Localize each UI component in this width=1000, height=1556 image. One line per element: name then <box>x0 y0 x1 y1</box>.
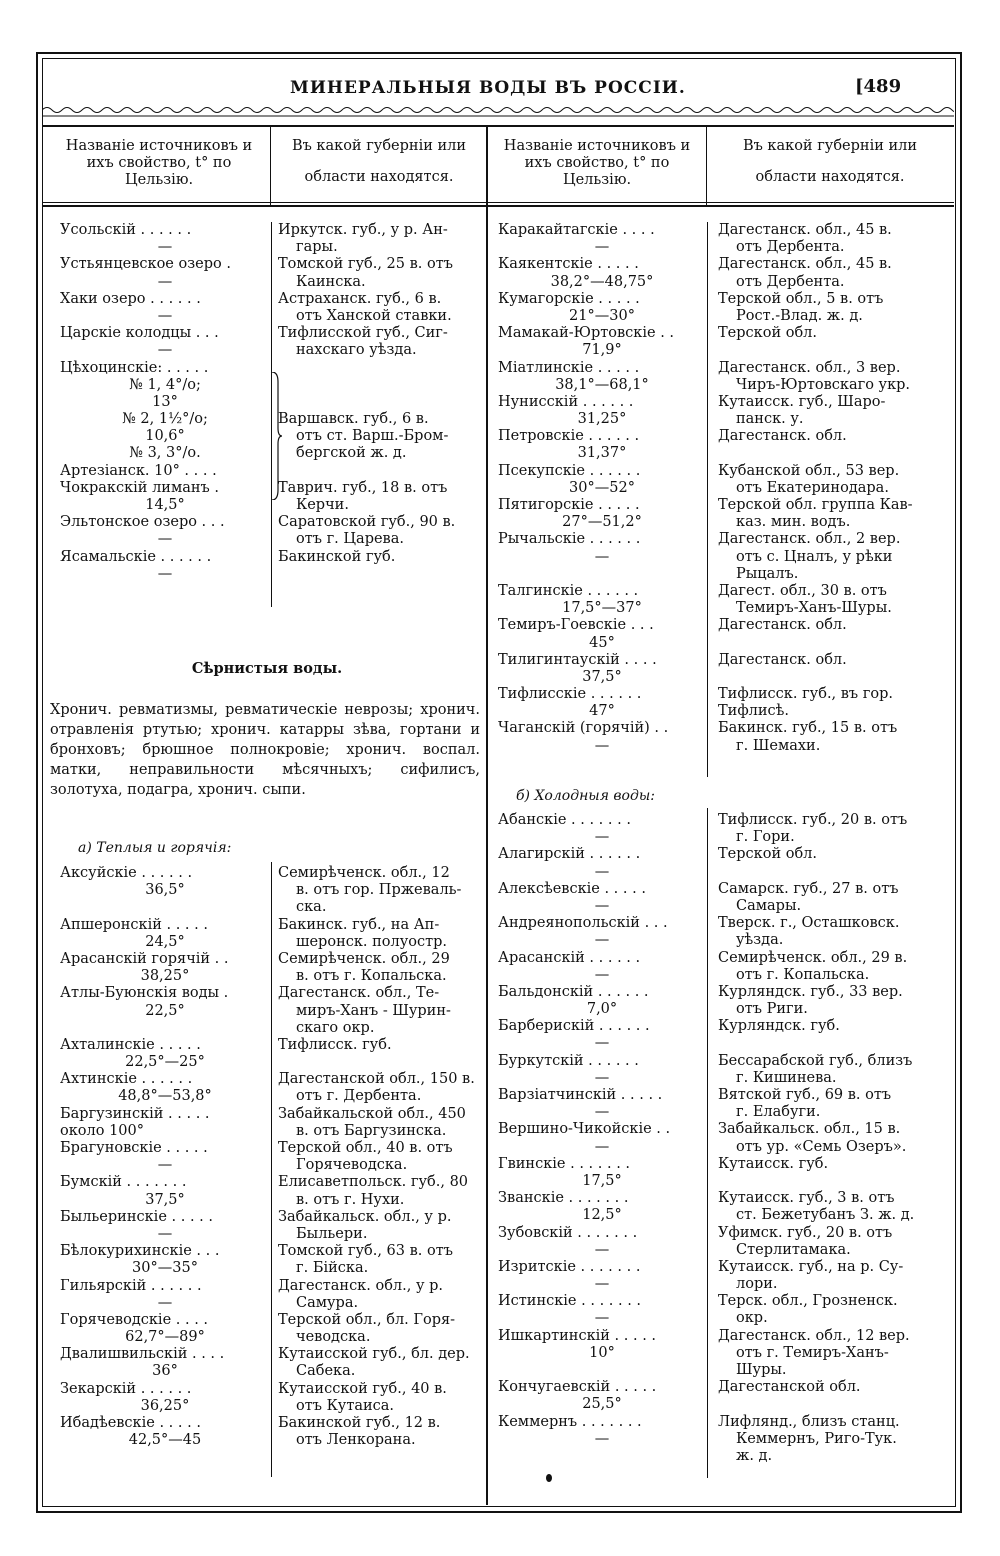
region-line: Бессарабской губ., близъ <box>718 1052 913 1069</box>
spring-name-line: Аксуйскіе . . . . . . <box>60 865 193 881</box>
spring-name-line: 42,5°—45 <box>128 1432 202 1449</box>
spring-name-line: Варзіатчинскій . . . . . <box>498 1087 663 1103</box>
region-line: Кубанской обл., 53 вер. <box>718 462 900 479</box>
spring-name-line: Нунисскій . . . . . . <box>498 393 634 410</box>
spring-name-line: Эльтонское озеро . . . <box>60 514 225 531</box>
spring-name-line: 24,5° <box>145 933 185 950</box>
header-region-col-2 <box>708 138 952 186</box>
header-name-line: Названіе источниковъ и <box>65 138 253 154</box>
region-line: Шуры. <box>736 1362 787 1378</box>
spring-name-line: Бумскій . . . . . . . <box>60 1174 187 1191</box>
spring-name-line: Вершино-Чикойскіе . . <box>498 1121 671 1138</box>
region-line <box>278 394 484 411</box>
region-line: Вятской губ., 69 в. отъ <box>718 1087 892 1103</box>
col-divider-3-upper <box>707 222 708 777</box>
region-line: уѣзда. <box>736 932 784 949</box>
spring-name-line: Каякентскіе . . . . . <box>498 256 639 273</box>
spring-name-line: Петровскіе . . . . . . <box>498 428 640 445</box>
region-line <box>718 1035 954 1052</box>
region-line: Самура. <box>296 1294 359 1311</box>
header-name-line: ихъ свойство, t° по <box>524 155 670 172</box>
region-line: Дагестанск. обл. <box>718 617 847 634</box>
left-warm-region-list <box>278 865 484 1449</box>
region-line: Самары. <box>736 897 802 914</box>
region-line: Рост.-Влад. ж. д. <box>736 307 863 324</box>
region-line: Бакинск. губ., 15 в. отъ <box>718 720 898 737</box>
right-cold-name-list <box>498 812 706 1448</box>
spring-name-line: Зубовскій . . . . . . . <box>498 1224 638 1241</box>
col-divider-1-lower <box>271 862 272 1477</box>
region-line: каз. мин. водъ. <box>736 514 851 531</box>
region-line: в. отъ гор. Пржеваль- <box>296 882 462 899</box>
spring-name-line: 37,5° <box>582 668 622 685</box>
region-line: Семирѣченск. обл., 12 <box>278 865 450 881</box>
col-divider-1-header <box>270 125 271 205</box>
spring-name-line: Алагирскій . . . . . . <box>498 846 641 863</box>
section-heading: Сѣрнистыя воды. <box>191 660 343 677</box>
spring-name-line: Брагуновскіе . . . . . <box>60 1140 208 1156</box>
header-region-line: Въ какой губерніи или <box>742 138 918 154</box>
region-line: Дагестанск. обл., 12 вер. <box>718 1327 910 1344</box>
spring-name-line: Кумагорскіе . . . . . <box>498 290 640 307</box>
spring-name-line: — <box>157 273 173 290</box>
spring-name-line: 7,0° <box>586 1001 618 1018</box>
region-line: Сабека. <box>296 1363 356 1380</box>
spring-name-line: № 1, 4°/о; <box>129 376 201 393</box>
region-line: Дагестанской обл. <box>718 1379 861 1396</box>
spring-name-line: Кеммернъ . . . . . . . <box>498 1413 642 1430</box>
spring-name-line: Рычальскіе . . . . . . <box>498 531 641 548</box>
region-line: Семирѣченск. обл., 29 в. <box>718 949 908 966</box>
header-name-line: Цельзію. <box>562 172 632 189</box>
spring-name-line: Изритскіе . . . . . . . <box>498 1258 641 1275</box>
region-line: Терской обл. <box>718 846 818 863</box>
region-line: Бакинск. губ., на Ап- <box>278 916 440 933</box>
region-line: отъ Екатеринодара. <box>736 479 889 496</box>
spring-name-line: Чокракскій лиманъ . <box>60 479 219 496</box>
spring-name-line: 10° <box>589 1344 615 1361</box>
region-line <box>718 669 954 686</box>
region-line: Лифлянд., близъ станц. <box>718 1413 900 1430</box>
header-name-line: Названіе источниковъ и <box>503 138 691 154</box>
region-line: Дагестанск. обл. <box>718 651 847 668</box>
region-line: Темиръ-Ханъ-Шуры. <box>736 600 892 617</box>
header-top-rule <box>42 125 954 127</box>
spring-name-line: Міатлинскіе . . . . . <box>498 359 640 376</box>
spring-name-line: — <box>594 1430 610 1447</box>
spring-name-line: Алексѣевскіе . . . . . <box>498 880 646 897</box>
region-line: г. Гори. <box>736 829 795 846</box>
spring-name-line: — <box>157 1157 173 1174</box>
region-line: отъ г. Темиръ-Ханъ- <box>736 1344 889 1361</box>
spring-name-line <box>60 1020 270 1037</box>
col-divider-center <box>486 125 488 1505</box>
region-line: ж. д. <box>736 1447 773 1464</box>
region-line <box>718 1173 954 1190</box>
region-line: отъ г. Дербента. <box>296 1088 422 1105</box>
region-line <box>718 1396 954 1413</box>
right-cold-region-list <box>718 812 954 1465</box>
region-line: Быльери. <box>296 1225 368 1242</box>
spring-name-line: Ясамальскіе . . . . . . <box>60 548 212 565</box>
spring-name-line: — <box>157 531 173 548</box>
spring-name-line: — <box>594 1138 610 1155</box>
region-line: Бакинской губ., 12 в. <box>278 1415 441 1431</box>
region-line <box>718 635 954 652</box>
spring-name-line: — <box>594 548 610 565</box>
header-name-line: ихъ свойство, t° по <box>86 155 232 172</box>
spring-name-line: — <box>594 829 610 846</box>
spring-name-line: Баргузинскій . . . . . <box>60 1105 210 1122</box>
spring-name-line: Апшеронскій . . . . . <box>60 916 208 933</box>
region-line: чеводска. <box>296 1329 371 1346</box>
region-line: Кутаисск. губ., Шаро- <box>718 393 886 410</box>
region-line: лори. <box>736 1276 778 1293</box>
header-region-line: области находятся. <box>755 169 905 186</box>
spring-name-line: — <box>594 1276 610 1293</box>
region-line: в. отъ г. Нухи. <box>296 1191 405 1208</box>
spring-name-line: Горячеводскіе . . . . <box>60 1311 209 1328</box>
spring-name-line: Быльеринскіе . . . . . <box>60 1208 213 1225</box>
header-name-col <box>48 138 270 190</box>
spring-name-line: — <box>157 1294 173 1311</box>
region-line: Керчи. <box>296 497 349 513</box>
region-line: Терской обл. <box>718 325 818 342</box>
region-line: г. Шемахи. <box>736 737 821 754</box>
region-line <box>278 360 484 377</box>
spring-name-line: Зекарскій . . . . . . <box>60 1380 192 1397</box>
region-line: бергской ж. д. <box>296 445 407 462</box>
spring-name-line: Ахталинскіе . . . . . <box>60 1036 201 1053</box>
spring-name-line: № 3, 3°/о. <box>129 445 201 462</box>
region-line: Дагест. обл., 30 в. отъ <box>718 582 887 599</box>
spring-name-line: 71,9° <box>582 342 622 359</box>
region-line: ст. Бежетубанъ З. ж. д. <box>736 1207 915 1224</box>
spring-name-line: Псекупскіе . . . . . . <box>498 462 641 479</box>
spring-name-line: 25,5° <box>582 1396 622 1413</box>
header-region-col <box>272 138 486 186</box>
spring-name-line: Царскіе колодцы . . . <box>60 325 219 342</box>
region-line: Тверск. г., Осташковск. <box>718 915 900 932</box>
region-line: Таврич. губ., 18 в. отъ <box>278 479 448 496</box>
spring-name-line: Темиръ-Гоевскіе . . . <box>498 617 654 634</box>
region-line: отъ г. Царева. <box>296 531 404 548</box>
spring-name-line: Ишкартинскій . . . . . <box>498 1327 657 1344</box>
region-line: в. отъ г. Копальска. <box>296 968 447 985</box>
region-line: Уфимск. губ., 20 в. отъ <box>718 1224 893 1241</box>
spring-name-line: Ибадѣевскіе . . . . . <box>60 1415 201 1431</box>
spring-name-line: 27°—51,2° <box>562 514 642 531</box>
region-line: Семирѣченск. обл., 29 <box>278 950 450 967</box>
spring-name-line <box>498 1362 706 1379</box>
region-line <box>278 377 484 394</box>
spring-name-line: — <box>157 307 173 324</box>
region-line: Стерлитамака. <box>736 1241 851 1258</box>
right-name-list <box>498 222 706 755</box>
region-line: Тифлисск. губ., въ гор. <box>718 686 893 703</box>
spring-name-line: Усольскій . . . . . . <box>60 222 192 238</box>
spring-name-line <box>60 899 270 916</box>
col-divider-3-header <box>706 125 707 205</box>
region-line: Дагестанск. обл., Те- <box>278 985 440 1002</box>
region-line: Горячеводска. <box>296 1157 408 1174</box>
wavy-rule <box>42 104 954 118</box>
spring-name-line: Кончугаевскій . . . . . <box>498 1379 657 1396</box>
region-line: Тифлисѣ. <box>718 703 790 720</box>
region-line: Терской обл., бл. Горя- <box>278 1311 456 1328</box>
spring-name-line: 38,1°—68,1° <box>555 376 649 393</box>
header-name-col-2 <box>488 138 706 190</box>
spring-name-line: 17,5°—37° <box>562 600 642 617</box>
region-line: Терской обл., 40 в. отъ <box>278 1140 453 1156</box>
region-line: Тифлисск. губ. <box>278 1036 392 1053</box>
spring-name-line: № 2, 1½°/о; <box>122 411 208 428</box>
region-line: нахскаго уѣзда. <box>296 342 417 359</box>
spring-name-line: Званскіе . . . . . . . <box>498 1190 629 1207</box>
region-line: Бакинской губ. <box>278 548 396 565</box>
region-line: г. Кишинева. <box>736 1069 837 1086</box>
spring-name-line: Цѣхоцинскіе: . . . . . <box>60 359 209 376</box>
spring-name-line: 47° <box>589 703 615 720</box>
region-line: Варшавск. губ., 6 в. <box>278 411 429 428</box>
region-line: Дагестанской обл., 150 в. <box>278 1071 475 1088</box>
region-line: гары. <box>296 239 338 256</box>
region-line: Томской губ., 63 в. отъ <box>278 1243 453 1260</box>
region-line: Кутаисской губ., бл. дер. <box>278 1346 470 1363</box>
spring-name-line: — <box>594 737 610 754</box>
region-line: Дагестанск. обл., 45 в. <box>718 256 892 273</box>
region-line: Чиръ-Юртовскаго укр. <box>736 376 911 393</box>
region-line: Томской губ., 25 в. отъ <box>278 256 453 273</box>
region-line: Кутаисской губ., 40 в. <box>278 1380 447 1397</box>
spring-name-line: — <box>594 897 610 914</box>
spring-name-line: — <box>594 966 610 983</box>
spring-name-line: 36,5° <box>145 882 185 899</box>
spring-name-line: Атлы-Буюнскія воды . <box>60 985 229 1002</box>
region-line: Кутаисск. губ. <box>718 1155 829 1172</box>
spring-name-line: — <box>594 1310 610 1327</box>
spring-name-line: — <box>157 239 173 256</box>
spring-name-line: Абанскіе . . . . . . . <box>498 812 631 828</box>
region-line: Рыцалъ. <box>736 565 799 582</box>
region-line: ска. <box>296 899 327 916</box>
region-line: Елисаветпольск. губ., 80 <box>278 1174 469 1191</box>
region-line: Кутаисск. губ., на р. Су- <box>718 1258 904 1275</box>
spring-name-line: 38,25° <box>140 968 190 985</box>
spring-name-line: — <box>594 1069 610 1086</box>
spring-name-line: — <box>594 932 610 949</box>
region-line <box>278 566 484 583</box>
left-name-list <box>60 222 270 583</box>
spring-name-line: Истинскіе . . . . . . . <box>498 1293 642 1310</box>
spring-name-line: 17,5° <box>582 1172 622 1189</box>
spring-name-line: — <box>594 1241 610 1258</box>
spring-name-line: 48,8°—53,8° <box>118 1088 212 1105</box>
spring-name-line: 31,25° <box>577 411 627 428</box>
region-line: отъ Ленкорана. <box>296 1432 416 1449</box>
spring-name-line: 45° <box>589 634 615 651</box>
region-line: Саратовской губ., 90 в. <box>278 514 456 531</box>
section-description: Хронич. ревматизмы, ревматическіе неврозы; хронич. отравленія ртутью; хронич. катарры зѣва, гортани и бронховъ; брюшное полнокровіе; хронич. воспал. матки, неправильности мѣсячныхъ; сифилисъ, золотуха, подагра, хронич. сыпи. <box>50 702 480 798</box>
spring-name-line: 30°—35° <box>132 1260 198 1277</box>
region-line: Дагестанск. обл., 3 вер. <box>718 359 901 376</box>
spring-name-line: Артезіанск. 10° . . . . <box>60 462 217 479</box>
ink-blot <box>546 1474 552 1482</box>
spring-name-line: около 100° <box>60 1122 144 1139</box>
region-line: Кеммернъ, Риго-Тук. <box>736 1430 897 1447</box>
spring-name-line: 14,5° <box>145 497 185 513</box>
spring-name-line: — <box>157 342 173 359</box>
spring-name-line: Бальдонскій . . . . . . <box>498 983 649 1000</box>
region-line: Дагестанск. обл., 45 в. <box>718 222 892 238</box>
region-line: Забайкальской обл., 450 <box>278 1105 466 1122</box>
spring-name-line: — <box>594 863 610 880</box>
spring-name-line: Талгинскіе . . . . . . <box>498 582 639 599</box>
spring-name-line: Каракайтагскіе . . . . <box>498 222 655 238</box>
region-line: Дагестанск. обл. <box>718 428 847 445</box>
col-divider-3-lower <box>707 808 708 1478</box>
spring-name-line: Устьянцевское озеро . <box>60 256 231 273</box>
spring-name-line: Барберискій . . . . . . <box>498 1018 650 1035</box>
brace-icon <box>270 372 282 500</box>
region-line: Терской обл., 5 в. отъ <box>718 290 884 307</box>
page-title: МИНЕРАЛЬНЫЯ ВОДЫ ВЪ РОССІИ. <box>290 78 686 98</box>
spring-name-line: — <box>157 1225 173 1242</box>
region-line: Иркутск. губ., у р. Ан- <box>278 222 448 238</box>
region-line: отъ Дербента. <box>736 239 845 256</box>
region-line: Самарск. губ., 27 в. отъ <box>718 880 899 897</box>
spring-name-line: 22,5°—25° <box>125 1054 205 1071</box>
spring-name-line: — <box>594 239 610 256</box>
header-region-line: области находятся. <box>304 169 454 186</box>
region-line: шеронск. полуостр. <box>296 933 448 950</box>
spring-name-line: 13° <box>152 393 178 410</box>
region-line: Астраханск. губ., 6 в. <box>278 290 442 307</box>
region-line: отъ Кутаиса. <box>296 1397 395 1414</box>
region-line: Забайкальск. обл., 15 в. <box>718 1121 901 1138</box>
region-line: в. отъ Баргузинска. <box>296 1122 447 1139</box>
region-line: отъ Ханской ставки. <box>296 307 452 324</box>
spring-name-line: 12,5° <box>582 1207 622 1224</box>
spring-name-line: 37,5° <box>145 1191 185 1208</box>
spring-name-line: Пятигорскіе . . . . . <box>498 497 640 513</box>
header-bottom-rule-2 <box>42 205 954 207</box>
left-warm-name-list <box>60 865 270 1449</box>
region-line: отъ Риги. <box>736 1001 808 1018</box>
region-line: Каинска. <box>296 273 366 290</box>
region-line <box>278 463 484 480</box>
region-line: Курляндск. губ., 33 вер. <box>718 983 903 1000</box>
region-line: отъ Дербента. <box>736 273 845 290</box>
region-line: отъ с. Цналъ, у рѣки <box>736 548 893 565</box>
subheading-cold: б) Холодныя воды: <box>516 788 655 804</box>
region-line <box>278 1054 484 1071</box>
spring-name-line: Ахтинскіе . . . . . . <box>60 1071 193 1088</box>
right-region-list <box>718 222 954 755</box>
header-bottom-rule-1 <box>42 202 954 203</box>
spring-name-line: Андреянопольскій . . . <box>498 915 668 932</box>
region-line <box>718 342 954 359</box>
region-line: Кутаисск. губ., 3 в. отъ <box>718 1190 895 1207</box>
region-line <box>718 445 954 462</box>
page-number: [489 <box>855 76 902 97</box>
region-line: г. Бійска. <box>296 1260 369 1277</box>
region-line: Забайкальск. обл., у р. <box>278 1208 452 1225</box>
spring-name-line: Хаки озеро . . . . . . <box>60 290 201 307</box>
region-line: Терской обл. группа Кав- <box>718 497 913 513</box>
spring-name-line: 10,6° <box>145 428 185 445</box>
region-line <box>718 864 954 881</box>
spring-name-line: Буркутскій . . . . . . <box>498 1052 639 1069</box>
spring-name-line: Чаганскій (горячій) . . <box>498 720 669 737</box>
spring-name-line: 36,25° <box>140 1397 190 1414</box>
region-line: Тифлисск. губ., 20 в. отъ <box>718 812 908 828</box>
spring-name-line: Мамакай-Юртовскіе . . <box>498 325 675 342</box>
region-line: отъ ур. «Семь Озеръ». <box>736 1138 907 1155</box>
region-line: Тифлисской губ., Сиг- <box>278 325 448 342</box>
region-line: панск. у. <box>736 411 804 428</box>
spring-name-line: Арасанскій горячій . . <box>60 950 229 967</box>
spring-name-line: — <box>157 565 173 582</box>
spring-name-line: Тилигинтаускій . . . . <box>498 651 657 668</box>
spring-name-line: Тифлисскіе . . . . . . <box>498 686 642 703</box>
spring-name-line: Гильярскій . . . . . . <box>60 1277 202 1294</box>
region-line: окр. <box>736 1310 768 1327</box>
spring-name-line: 31,37° <box>577 445 627 462</box>
header-name-line: Цельзію. <box>124 172 194 189</box>
region-line: отъ ст. Варш.-Бром- <box>296 428 449 445</box>
region-line: Дагестанск. обл., 2 вер. <box>718 531 901 548</box>
region-line: миръ-Ханъ - Шурин- <box>296 1002 451 1019</box>
spring-name-line: 36° <box>152 1363 178 1380</box>
region-line: г. Елабуги. <box>736 1104 821 1121</box>
spring-name-line: 30°—52° <box>569 479 635 496</box>
region-line: отъ г. Копальска. <box>736 966 870 983</box>
spring-name-line: Гвинскіе . . . . . . . <box>498 1155 631 1172</box>
region-line: Дагестанск. обл., у р. <box>278 1277 443 1294</box>
region-line: Терск. обл., Грозненск. <box>718 1293 898 1310</box>
header-region-line: Въ какой губерніи или <box>291 138 467 154</box>
spring-name-line: Арасанскій . . . . . . <box>498 949 641 966</box>
spring-name-line: 21°—30° <box>569 307 635 324</box>
subheading-warm: а) Теплыя и горячія: <box>78 840 232 856</box>
spring-name-line: — <box>594 1104 610 1121</box>
spring-name-line: 38,2°—48,75° <box>550 273 654 290</box>
spring-name-line: Двалишвильскій . . . . <box>60 1346 225 1363</box>
left-region-list <box>278 222 484 583</box>
spring-name-line: 22,5° <box>145 1002 185 1019</box>
region-line: Курляндск. губ. <box>718 1018 840 1035</box>
spring-name-line: — <box>594 1035 610 1052</box>
spring-name-line <box>498 566 706 583</box>
spring-name-line: 62,7°—89° <box>125 1329 205 1346</box>
spring-name-line: Бѣлокурихинскіе . . . <box>60 1243 220 1260</box>
region-line: скаго окр. <box>296 1019 375 1036</box>
